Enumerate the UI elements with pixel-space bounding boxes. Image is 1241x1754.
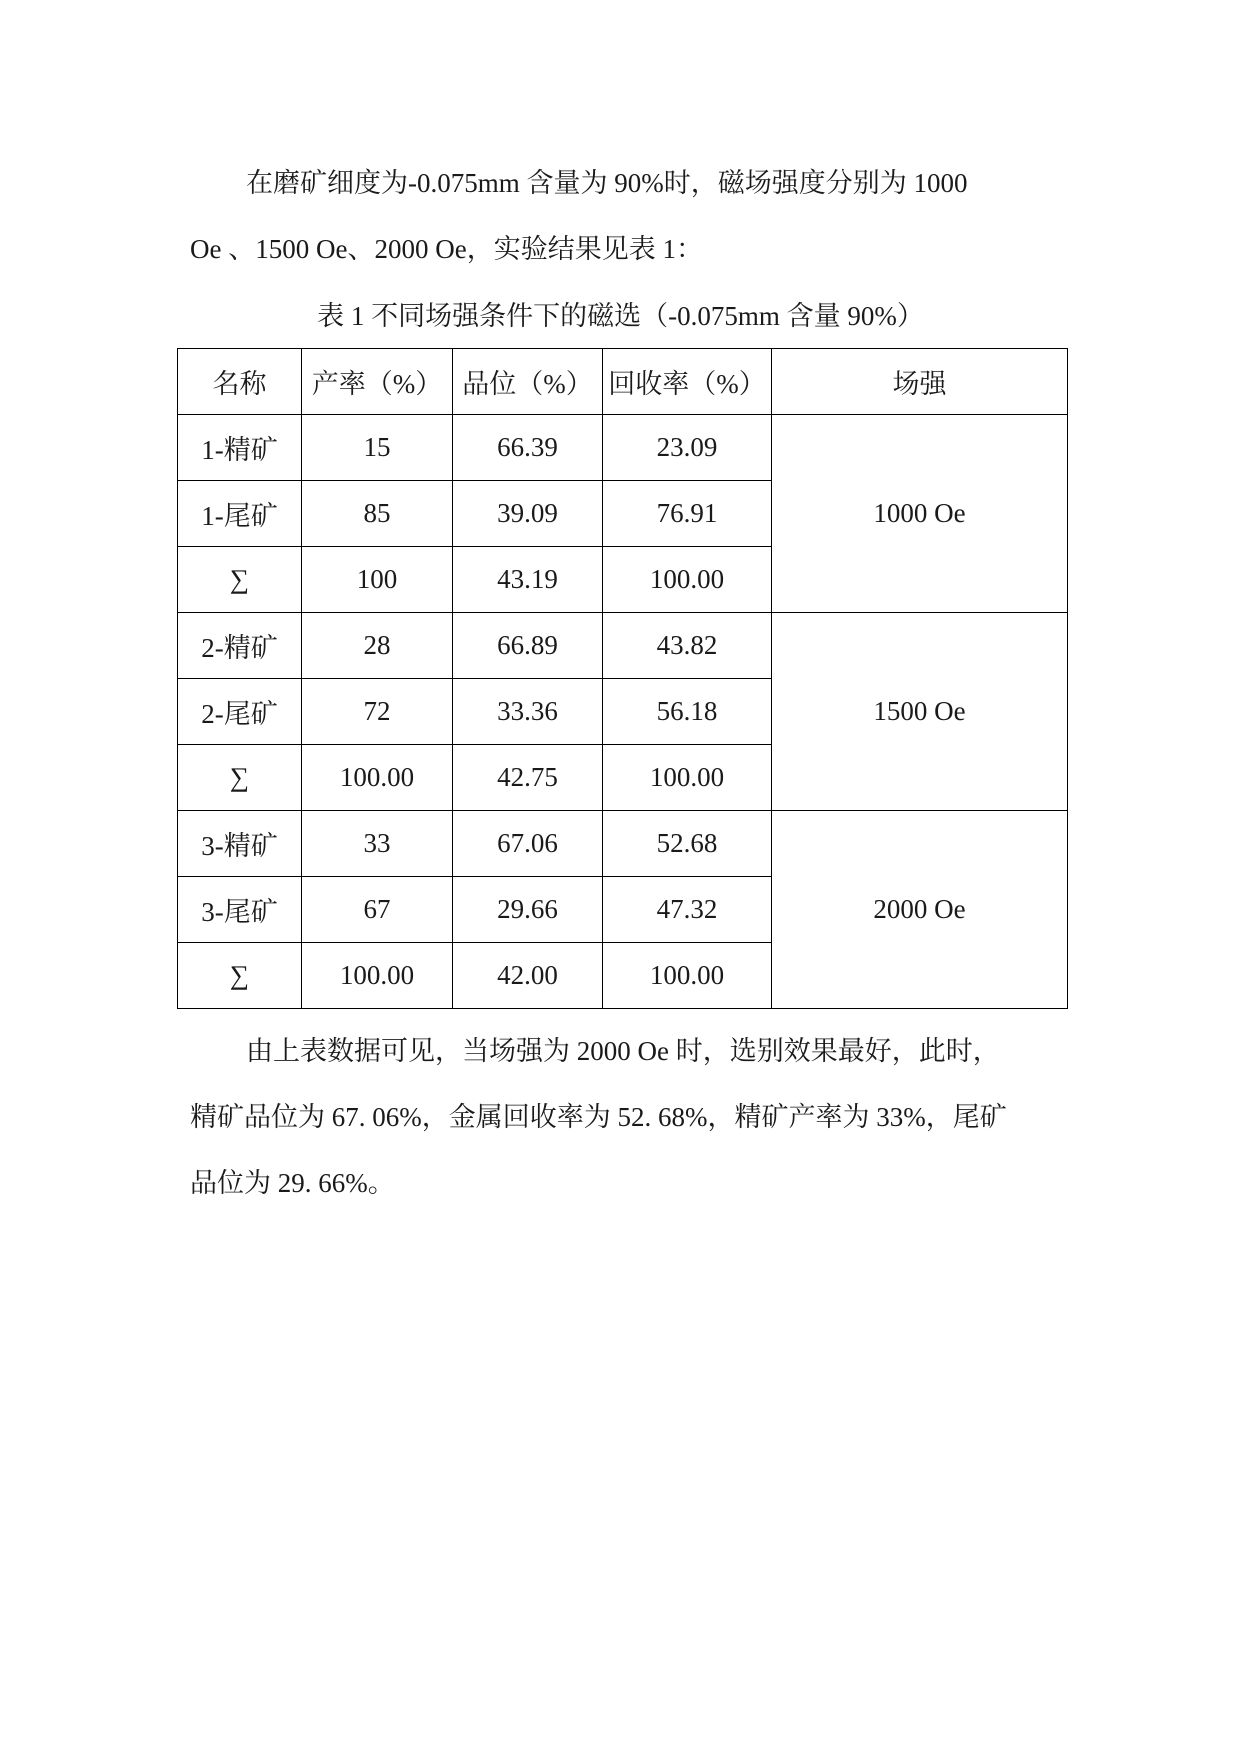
cell-grade: 66.39 — [453, 415, 603, 481]
cell-recovery: 47.32 — [603, 877, 772, 943]
intro-line-2: Oe 、1500 Oe、2000 Oe，实验结果见表 1： — [190, 234, 703, 264]
table-row — [178, 613, 1068, 679]
cell-grade: 29.66 — [453, 877, 603, 943]
header-yield: 产率（%） — [302, 349, 453, 415]
cell-name: 1-尾矿 — [178, 481, 302, 547]
cell-grade: 43.19 — [453, 547, 603, 613]
cell-recovery: 56.18 — [603, 679, 772, 745]
cell-name: ∑ — [178, 547, 302, 613]
cell-name: 2-尾矿 — [178, 679, 302, 745]
cell-yield: 100.00 — [302, 943, 453, 1009]
table-header-row — [178, 349, 1068, 415]
cell-grade: 42.00 — [453, 943, 603, 1009]
header-name: 名称 — [178, 349, 302, 415]
cell-yield: 15 — [302, 415, 453, 481]
cell-yield: 67 — [302, 877, 453, 943]
cell-grade: 39.09 — [453, 481, 603, 547]
conclusion-line-2: 精矿品位为 67. 06%，金属回收率为 52. 68%，精矿产率为 33%，尾矿 — [190, 1102, 1007, 1132]
cell-yield: 33 — [302, 811, 453, 877]
cell-field-strength: 1000 Oe — [772, 415, 1068, 613]
table-caption: 表 1 不同场强条件下的磁选（-0.075mm 含量 90%） — [317, 301, 924, 331]
table-row — [178, 811, 1068, 877]
header-recovery: 回收率（%） — [603, 349, 772, 415]
cell-name: 2-精矿 — [178, 613, 302, 679]
cell-grade: 33.36 — [453, 679, 603, 745]
header-grade: 品位（%） — [453, 349, 603, 415]
cell-name: 3-精矿 — [178, 811, 302, 877]
cell-name: ∑ — [178, 745, 302, 811]
conclusion-paragraph — [190, 1018, 1060, 1216]
cell-recovery: 76.91 — [603, 481, 772, 547]
cell-recovery: 52.68 — [603, 811, 772, 877]
cell-yield: 72 — [302, 679, 453, 745]
cell-recovery: 23.09 — [603, 415, 772, 481]
cell-yield: 85 — [302, 481, 453, 547]
cell-grade: 66.89 — [453, 613, 603, 679]
intro-line-1: 在磨矿细度为-0.075mm 含量为 90%时，磁场强度分别为 1000 — [246, 168, 968, 198]
conclusion-line-1: 由上表数据可见，当场强为 2000 Oe 时，选别效果最好，此时， — [246, 1036, 1000, 1066]
cell-field-strength: 1500 Oe — [772, 613, 1068, 811]
cell-grade: 42.75 — [453, 745, 603, 811]
cell-grade: 67.06 — [453, 811, 603, 877]
table-row — [178, 415, 1068, 481]
cell-recovery: 100.00 — [603, 943, 772, 1009]
header-field-strength: 场强 — [772, 349, 1068, 415]
cell-recovery: 43.82 — [603, 613, 772, 679]
cell-recovery: 100.00 — [603, 547, 772, 613]
cell-field-strength: 2000 Oe — [772, 811, 1068, 1009]
cell-name: ∑ — [178, 943, 302, 1009]
cell-yield: 100 — [302, 547, 453, 613]
results-table — [177, 348, 1068, 1009]
cell-name: 1-精矿 — [178, 415, 302, 481]
cell-name: 3-尾矿 — [178, 877, 302, 943]
cell-yield: 28 — [302, 613, 453, 679]
cell-yield: 100.00 — [302, 745, 453, 811]
conclusion-line-3: 品位为 29. 66%。 — [190, 1168, 395, 1198]
intro-paragraph — [190, 150, 1060, 282]
cell-recovery: 100.00 — [603, 745, 772, 811]
